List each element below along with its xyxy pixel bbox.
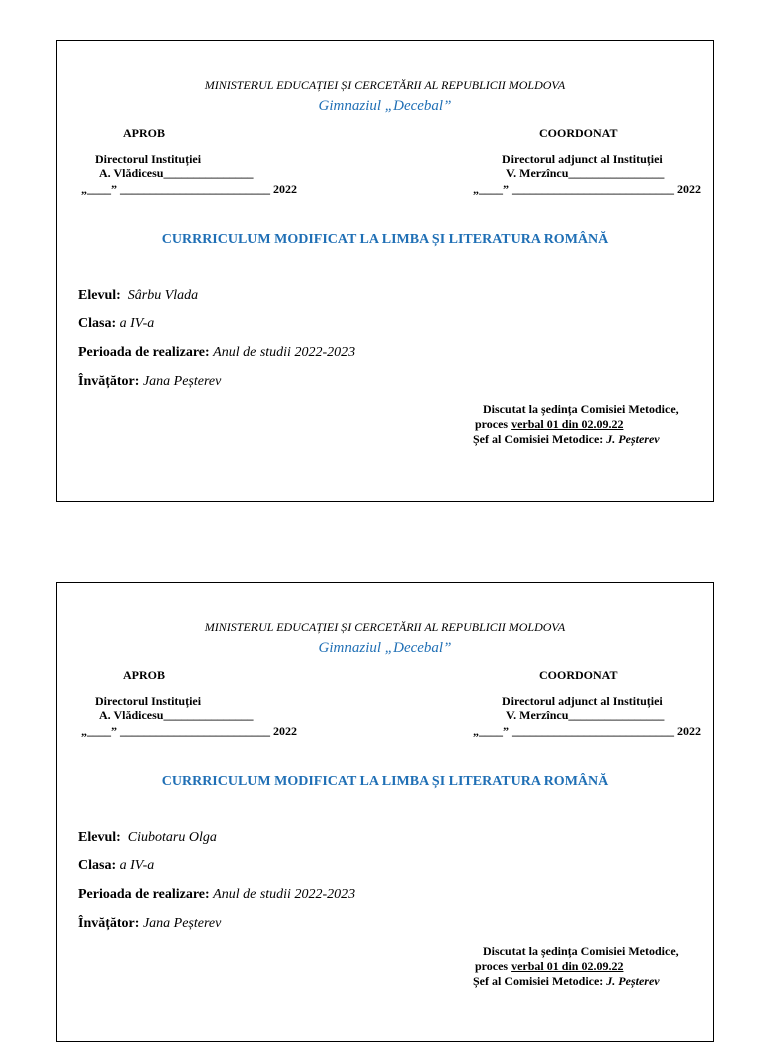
commission-chief [473,432,660,447]
director-name: A. Vlădicesu_______________ [99,166,254,180]
teacher-field [78,374,221,390]
student-field [78,288,198,304]
discussed-note: Discutat la ședința Comisiei Metodice, [483,944,679,958]
period-label: Perioada de realizare: [78,345,210,360]
student-label: Elevul: [78,288,121,303]
deputy-role: Directorul adjunct al Instituției [502,694,663,708]
chief-label: Șef al Comisiei Metodice: [473,432,607,446]
class-value: a IV-a [119,858,155,873]
teacher-value: Jana Peșterev [142,916,222,931]
student-field [78,830,217,846]
student-value: Sârbu Vlada [127,288,199,303]
director-date-line: „____” _________________________ 2022 [81,182,297,196]
teacher-label: Învățător: [78,916,140,931]
minutes-prefix: proces [475,959,512,973]
deputy-name: V. Merzîncu________________ [506,708,665,722]
deputy-role: Directorul adjunct al Instituției [502,152,663,166]
period-field [78,887,355,903]
teacher-value: Jana Peșterev [142,374,222,389]
minutes-prefix: proces [475,417,512,431]
director-role: Directorul Instituției [95,152,202,166]
approve-heading: APROB [123,126,165,140]
class-label: Clasa: [78,858,117,873]
class-field [78,316,154,332]
student-value: Ciubotaru Olga [127,830,217,845]
minutes-note [475,417,623,432]
school-name: Gimnaziul „Decebal” [318,640,452,656]
curriculum-card-2 [56,582,714,1042]
minutes-note [475,959,623,974]
student-label: Elevul: [78,830,121,845]
ministry-header: MINISTERUL EDUCAȚIEI ȘI CERCETĂRII AL REPUBLICII MOLDOVA [204,620,566,634]
deputy-name: V. Merzîncu________________ [506,166,665,180]
director-name: A. Vlădicesu_______________ [99,708,254,722]
commission-chief [473,974,660,989]
school-name: Gimnaziul „Decebal” [318,98,452,114]
approve-heading: APROB [123,668,165,682]
curriculum-card-1 [56,40,714,502]
ministry-header: MINISTERUL EDUCAȚIEI ȘI CERCETĂRII AL REPUBLICII MOLDOVA [204,78,566,92]
chief-name: J. Peșterev [606,974,660,988]
deputy-date-line: „____” ___________________________ 2022 [473,182,701,196]
coordinate-heading: COORDONAT [539,668,618,682]
minutes-value: verbal 01 din 02.09.22 [511,959,624,973]
period-value: Anul de studii 2022-2023 [213,887,356,902]
coordinate-heading: COORDONAT [539,126,618,140]
teacher-field [78,916,221,932]
period-label: Perioada de realizare: [78,887,210,902]
discussed-note: Discutat la ședința Comisiei Metodice, [483,402,679,416]
class-value: a IV-a [119,316,155,331]
period-field [78,345,355,361]
director-date-line: „____” _________________________ 2022 [81,724,297,738]
deputy-date-line: „____” ___________________________ 2022 [473,724,701,738]
class-label: Clasa: [78,316,117,331]
period-value: Anul de studii 2022-2023 [213,345,356,360]
minutes-value: verbal 01 din 02.09.22 [511,417,624,431]
curriculum-title: CURRRICULUM MODIFICAT LA LIMBA ȘI LITERATURA ROMÂNĂ [161,232,609,247]
director-role: Directorul Instituției [95,694,202,708]
curriculum-title: CURRRICULUM MODIFICAT LA LIMBA ȘI LITERATURA ROMÂNĂ [161,774,609,789]
chief-label: Șef al Comisiei Metodice: [473,974,607,988]
chief-name: J. Peșterev [606,432,660,446]
teacher-label: Învățător: [78,374,140,389]
class-field [78,858,154,874]
